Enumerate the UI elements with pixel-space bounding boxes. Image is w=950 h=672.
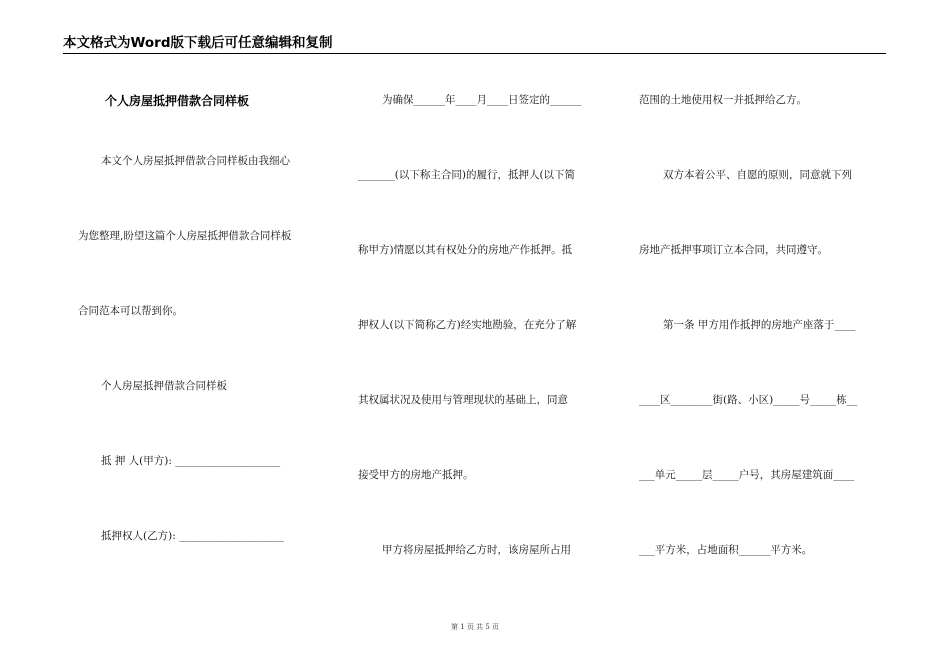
party-a-line: 抵 押 人(甲方): ____________________: [101, 455, 281, 467]
paragraph-line: 合同范本可以帮到你。: [78, 305, 183, 317]
paragraph-line: 接受甲方的房地产抵押。: [358, 469, 474, 481]
paragraph-line: 房地产抵押事项订立本合同，共同遵守。: [639, 244, 828, 256]
document-title: 个人房屋抵押借款合同样板: [105, 94, 250, 108]
header-text: 本文格式为Word版下载后可任意编辑和复制: [63, 35, 333, 51]
paragraph-line: 范围的土地使用权一并抵押给乙方。: [639, 94, 807, 106]
paragraph-line: 为您整理,盼望这篇个人房屋抵押借款合同样板: [78, 230, 292, 242]
paragraph-line: 甲方将房屋抵押给乙方时，该房屋所占用: [382, 544, 571, 556]
paragraph-line: 第一条 甲方用作抵押的房地产座落于____: [663, 319, 856, 331]
paragraph-line: ___平方米，占地面积______平方米。: [639, 544, 813, 556]
paragraph-line: 本文个人房屋抵押借款合同样板由我细心: [101, 155, 290, 167]
page-header: [63, 33, 886, 53]
party-b-line: 抵押权人(乙方): ____________________: [101, 530, 285, 542]
paragraph-line: _______(以下称主合同)的履行，抵押人(以下简: [358, 169, 576, 181]
paragraph-line: 其权属状况及使用与管理现状的基础上，同意: [358, 394, 568, 406]
paragraph-line: ____区________街(路、小区)_____号_____栋__: [639, 394, 858, 406]
paragraph-line: 双方本着公平、自愿的原则，同意就下列: [663, 169, 852, 181]
paragraph-line: 个人房屋抵押借款合同样板: [101, 380, 227, 392]
paragraph-line: ___单元_____层_____户号，其房屋建筑面____: [639, 469, 855, 481]
paragraph-line: 押权人(以下简称乙方)经实地勘验，在充分了解: [358, 319, 577, 331]
header-divider: [63, 53, 886, 54]
paragraph-line: 为确保______年____月____日签定的______: [382, 94, 582, 106]
page-number: 第 1 页 共 5 页: [450, 623, 500, 631]
paragraph-line: 称甲方)情愿以其有权处分的房地产作抵押。抵: [358, 244, 573, 256]
